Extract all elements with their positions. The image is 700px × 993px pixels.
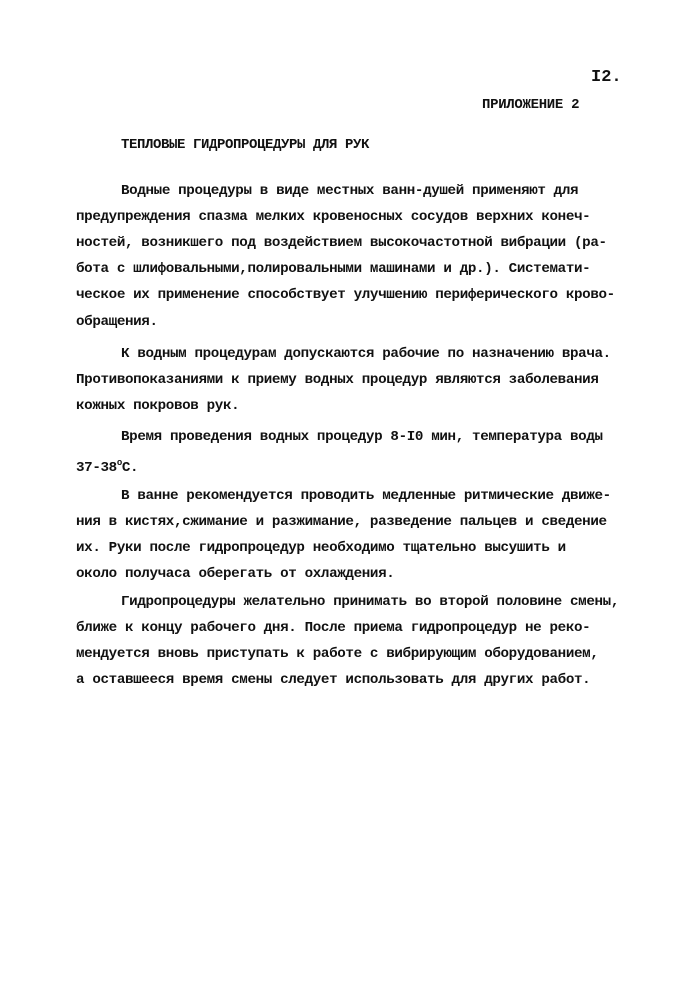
page-number: I2. xyxy=(591,68,622,87)
text-line: Гидропроцедуры желательно принимать во второй половине смены, xyxy=(121,594,619,610)
document-title: ТЕПЛОВЫЕ ГИДРОПРОЦЕДУРЫ ДЛЯ РУК xyxy=(121,137,370,153)
degree-symbol: o xyxy=(116,458,122,468)
text-line: В ванне рекомендуется проводить медленные ритмические движе- xyxy=(121,488,611,504)
text-line: ностей, возникшего под воздействием высокочастотной вибрации (ра- xyxy=(76,235,607,251)
text-line: ближе к концу рабочего дня. После приема гидропроцедур не реко- xyxy=(76,620,591,636)
text-line: обращения. xyxy=(76,314,158,330)
text-line: Время проведения водных процедур 8-I0 мин, температура воды xyxy=(121,429,603,445)
temperature-line xyxy=(76,454,138,477)
text-line: кожных покровов рук. xyxy=(76,398,240,414)
text-line: Противопоказаниями к приему водных процедур являются заболевания xyxy=(76,372,599,388)
celsius-unit: С. xyxy=(121,460,139,476)
text-line: около получаса оберегать от охлаждения. xyxy=(76,566,395,582)
text-line: а оставшееся время смены следует использовать для других работ. xyxy=(76,672,591,688)
text-line: их. Руки после гидропроцедур необходимо тщательно высушить и xyxy=(76,540,566,556)
text-line: ния в кистях,сжимание и разжимание, разведение пальцев и сведение xyxy=(76,514,607,530)
text-line: бота с шлифовальными,полировальными машинами и др.). Системати- xyxy=(76,261,591,277)
text-line: мендуется вновь приступать к работе с вибрирующим оборудованием, xyxy=(76,646,599,662)
temperature-range: 37-38 xyxy=(76,460,117,476)
text-line: ческое их применение способствует улучшению периферического крово- xyxy=(76,287,615,303)
text-line: К водным процедурам допускаются рабочие по назначению врача. xyxy=(121,346,611,362)
text-line: Водные процедуры в виде местных ванн-душей применяют для xyxy=(121,183,579,199)
appendix-label: ПРИЛОЖЕНИЕ 2 xyxy=(482,97,580,113)
text-line: предупреждения спазма мелких кровеносных сосудов верхних конеч- xyxy=(76,209,591,225)
